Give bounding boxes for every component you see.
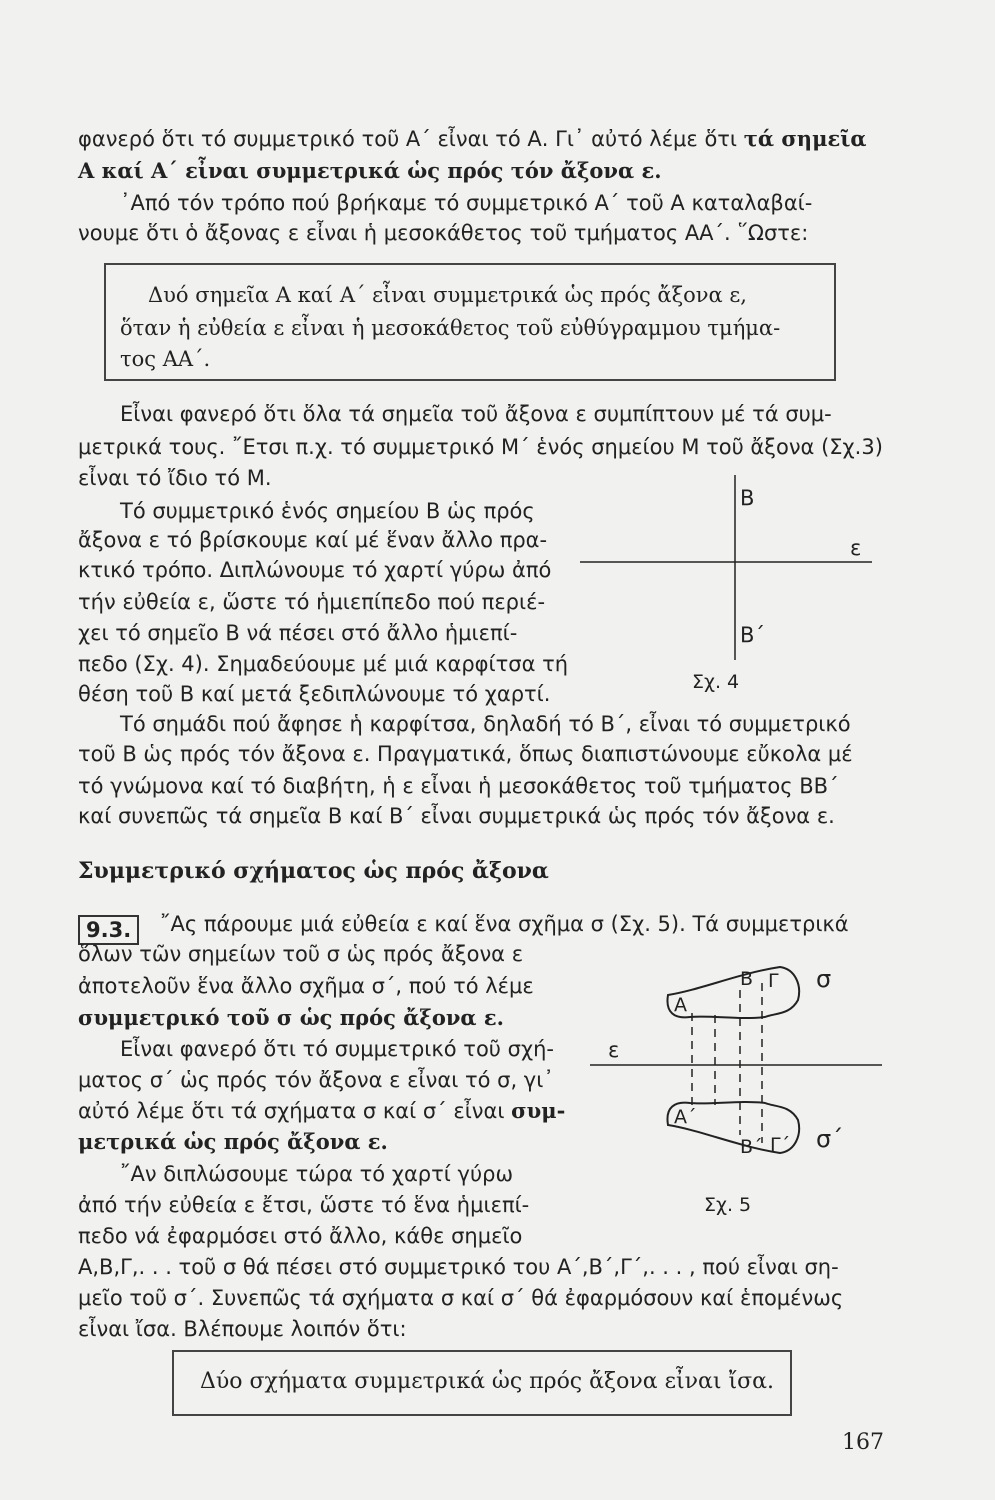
para2-line-1: Εἶναι φανερό ὅτι ὅλα τά σημεῖα τοῦ ἄξονα ε συμπίπτουν μέ τά συμ- (120, 402, 832, 426)
fig5-label-sigma: σ (816, 965, 832, 993)
section-line-9: ῎Αν διπλώσουμε τώρα τό χαρτί γύρω (120, 1162, 514, 1186)
section-line-7-bold: συμ- (511, 1098, 566, 1123)
figure-5 (590, 955, 890, 1220)
section-line-11: πεδο νά ἐφαρμόσει στό ἄλλο, κάθε σημεῖο (78, 1224, 523, 1248)
intro-line-2: Α καί Α΄ εἶναι συμμετρικά ὡς πρός τόν ἄξονα ε. (78, 158, 662, 183)
intro-line-4: νουμε ὅτι ὁ ἄξονας ε εἶναι ἡ μεσοκάθετος τοῦ τμήματος ΑΑ΄. ῞Ωστε: (78, 221, 809, 245)
section-line-5: Εἶναι φανερό ὅτι τό συμμετρικό τοῦ σχή- (120, 1037, 554, 1061)
para4-line-4: καί συνεπῶς τά σημεῖα Β καί Β΄ εἶναι συμμετρικά ὡς πρός τόν ἄξονα ε. (78, 804, 835, 828)
fig5-shape-sigma (667, 967, 799, 1018)
section-line-6: ματος σ΄ ὡς πρός τόν ἄξονα ε εἶναι τό σ, γι᾿ (78, 1068, 554, 1092)
intro-bold-term: τά σημεῖα (743, 126, 867, 151)
fig4-label-B: Β (740, 486, 755, 510)
para3-line-1: Τό συμμετρικό ἑνός σημείου Β ὡς πρός (120, 499, 535, 523)
fig5-label-G: Γ (768, 970, 779, 992)
figure-4 (580, 470, 880, 695)
fig4-caption: Σχ. 4 (692, 671, 740, 693)
intro-line-3: ᾿Από τόν τρόπο πού βρήκαμε τό συμμετρικό Α΄ τοῦ Α καταλαβαί- (120, 191, 813, 215)
section-heading: Συμμετρικό σχήματος ὡς πρός ἄξονα (78, 858, 549, 884)
section-line-8: μετρικά ὡς πρός ἄξονα ε. (78, 1129, 388, 1154)
para3-line-7: θέση τοῦ Β καί μετά ξεδιπλώνουμε τό χαρτί. (78, 682, 551, 706)
section-line-13: μεῖο τοῦ σ΄. Συνεπῶς τά σχήματα σ καί σ΄ θά ἐφαρμόσουν καί ἑπομένως (78, 1286, 844, 1310)
para2-line-2: μετρικά τους. ῎Ετσι π.χ. τό συμμετρικό Μ΄ ἑνός σημείου Μ τοῦ ἄξονα (Σχ.3) (78, 435, 883, 459)
para4-line-3: τό γνώμονα καί τό διαβήτη, ἡ ε εἶναι ἡ μεσοκάθετος τοῦ τμήματος ΒΒ΄ (78, 774, 839, 798)
section-line-4: συμμετρικό τοῦ σ ὡς πρός ἄξονα ε. (78, 1005, 504, 1030)
section-line-12: Α,Β,Γ,. . . τοῦ σ θά πέσει στό συμμετρικό του Α΄,Β΄,Γ΄,. . . , πού εἶναι ση- (78, 1255, 839, 1279)
fig5-label-e: ε (608, 1038, 620, 1062)
definition1-line-1: Δυό σημεῖα Α καί Α΄ εἶναι συμμετρικά ὡς πρός ἄξονα ε, (148, 283, 747, 307)
para3-line-3: κτικό τρόπο. Διπλώνουμε τό χαρτί γύρω ἀπό (78, 558, 552, 582)
fig5-label-B: Β (740, 968, 754, 990)
para2-line-3: εἶναι τό ἴδιο τό Μ. (78, 466, 272, 490)
definition2-text: Δύο σχήματα συμμετρικά ὡς πρός ἄξονα εἶναι ἴσα. (200, 1369, 774, 1394)
section-line-14: εἶναι ἴσα. Βλέπουμε λοιπόν ὅτι: (78, 1317, 407, 1341)
fig5-label-A: Α (674, 994, 687, 1016)
page-number: 167 (842, 1430, 884, 1455)
fig5-label-A-prime: Α΄ (674, 1106, 697, 1128)
fig5-label-B-prime: Β΄ (740, 1136, 763, 1158)
fig5-label-G-prime: Γ΄ (770, 1134, 791, 1156)
fig5-label-sigma-prime: σ΄ (816, 1125, 844, 1153)
fig5-caption: Σχ. 5 (704, 1194, 752, 1216)
section-line-1: ῎Ας πάρουμε μιά εὐθεία ε καί ἕνα σχῆμα σ (Σχ. 5). Τά συμμετρικά (160, 912, 849, 936)
para3-line-6: πεδο (Σχ. 4). Σημαδεύουμε μέ μιά καρφίτσα τή (78, 652, 569, 676)
section-number: 9.3. (78, 915, 139, 945)
definition1-line-3: τος ΑΑ΄. (120, 347, 211, 371)
intro-line-1: φανερό ὅτι τό συμμετρικό τοῦ Α΄ εἶναι τό Α. Γι᾿ αὐτό λέμε ὅτι τά σημεῖα (78, 126, 867, 151)
section-line-3: ἀποτελοῦν ἕνα ἄλλο σχῆμα σ΄, πού τό λέμε (78, 974, 534, 998)
section-line-10: ἀπό τήν εὐθεία ε ἔτσι, ὥστε τό ἕνα ἡμιεπί- (78, 1193, 530, 1217)
para3-line-2: ἄξονα ε τό βρίσκουμε καί μέ ἕναν ἄλλο πρα- (78, 528, 548, 552)
para3-line-4: τήν εὐθεία ε, ὥστε τό ἡμιεπίπεδο πού περιέ- (78, 590, 546, 614)
fig4-label-e: ε (850, 536, 862, 560)
para3-line-5: χει τό σημεῖο Β νά πέσει στό ἄλλο ἡμιεπί- (78, 621, 518, 645)
para4-line-1: Τό σημάδι πού ἄφησε ἡ καρφίτσα, δηλαδή τό Β΄, εἶναι τό συμμετρικό (120, 712, 851, 736)
para4-line-2: τοῦ Β ὡς πρός τόν ἄξονα ε. Πραγματικά, ὅπως διαπιστώνουμε εὔκολα μέ (78, 742, 853, 766)
definition1-line-2: ὅταν ἡ εὐθεία ε εἶναι ἡ μεσοκάθετος τοῦ εὐθύγραμμου τμήμα- (120, 316, 781, 340)
fig4-label-B-prime: Β΄ (740, 623, 765, 647)
section-line-2: ὅλων τῶν σημείων τοῦ σ ὡς πρός ἄξονα ε (78, 942, 524, 966)
section-line-7: αὐτό λέμε ὅτι τά σχήματα σ καί σ΄ εἶναι συμ- (78, 1098, 566, 1123)
